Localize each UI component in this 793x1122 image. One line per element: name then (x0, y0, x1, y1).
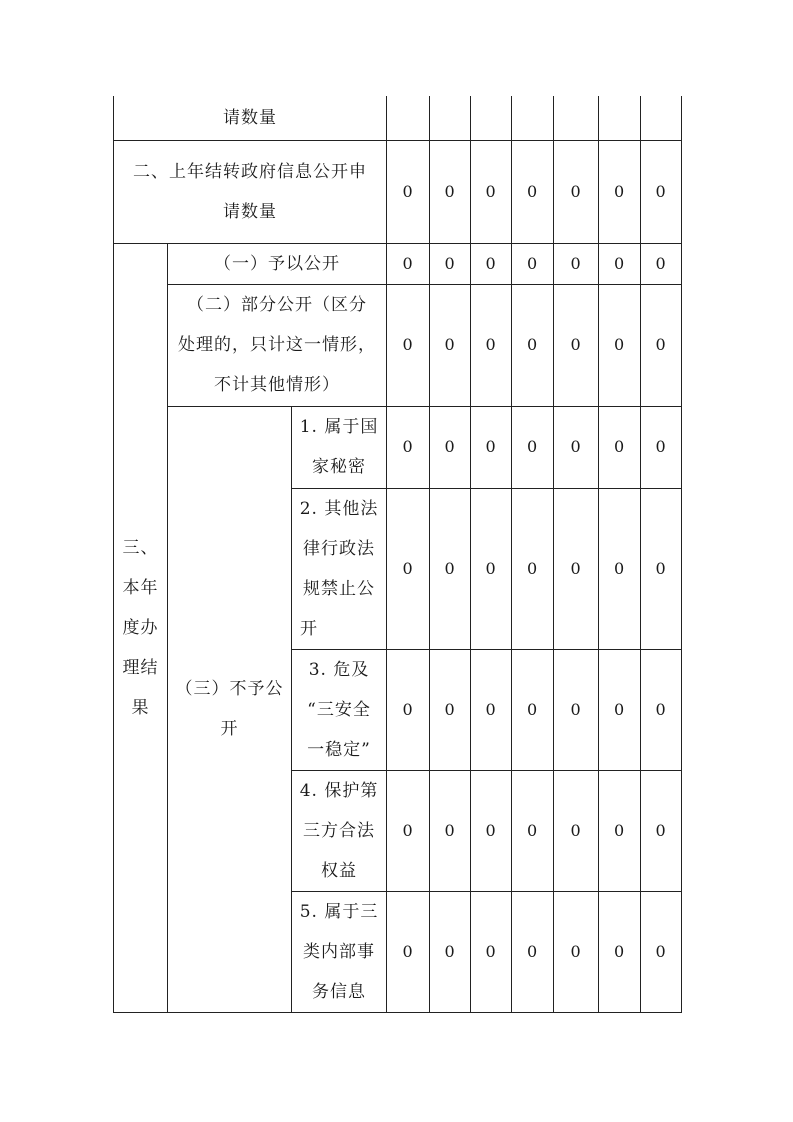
table-row-partial (114, 284, 682, 406)
empty-cell (599, 96, 641, 140)
value-cell: 0 (554, 488, 599, 649)
row-label (168, 284, 387, 406)
value-cell: 0 (387, 243, 430, 284)
value-cell: 0 (554, 243, 599, 284)
label-line: 果 (131, 697, 150, 718)
value-cell: 0 (471, 284, 512, 406)
value-cell: 0 (599, 406, 641, 488)
value-cell: 0 (599, 488, 641, 649)
label-line: 二、上年结转政府信息公开申 (133, 161, 368, 182)
not-open-label (168, 406, 292, 1012)
label-line: 开 (300, 618, 318, 639)
value-cell: 0 (430, 891, 471, 1012)
label-line: 家秘密 (312, 457, 367, 477)
label-line: 5. 属于三 (299, 901, 379, 922)
label-line: 本年 (122, 577, 159, 598)
value-cell: 0 (641, 140, 682, 243)
label-line: 1. 属于国 (299, 417, 379, 437)
value-cell: 0 (599, 649, 641, 770)
value-cell: 0 (430, 243, 471, 284)
sub-label (292, 891, 387, 1012)
label-line: 三、 (122, 537, 159, 558)
value-cell: 0 (599, 891, 641, 1012)
label-line: “三安全 (307, 699, 371, 720)
empty-cell (387, 96, 430, 140)
empty-cell (512, 96, 554, 140)
value-cell: 0 (512, 243, 554, 284)
label-line: 三方合法 (303, 820, 376, 841)
row-label (114, 96, 387, 140)
label-line: 理结 (122, 657, 159, 678)
value-cell: 0 (387, 891, 430, 1012)
sub-label (292, 406, 387, 488)
label-line: （二）部分公开（区分 (187, 295, 368, 315)
value-cell: 0 (599, 284, 641, 406)
label-line: 请数量 (223, 201, 278, 222)
value-cell: 0 (387, 406, 430, 488)
value-cell: 0 (512, 284, 554, 406)
row-label: （一）予以公开 (168, 243, 387, 284)
value-cell: 0 (387, 488, 430, 649)
value-cell: 0 (512, 406, 554, 488)
value-cell: 0 (641, 488, 682, 649)
value-cell: 0 (554, 891, 599, 1012)
label-line: （三）不予公 (175, 679, 284, 699)
value-cell: 0 (512, 891, 554, 1012)
value-cell: 0 (430, 284, 471, 406)
label-line: 处理的，只计这一情形， (178, 335, 377, 355)
table-row-open (114, 243, 682, 284)
empty-cell (471, 96, 512, 140)
value-cell: 0 (641, 243, 682, 284)
value-cell: 0 (471, 140, 512, 243)
value-cell: 0 (554, 770, 599, 891)
value-cell: 0 (554, 140, 599, 243)
value-cell: 0 (387, 649, 430, 770)
value-cell: 0 (430, 406, 471, 488)
statistics-table (113, 96, 682, 1013)
value-cell: 0 (641, 891, 682, 1012)
value-cell: 0 (430, 649, 471, 770)
value-cell: 0 (554, 406, 599, 488)
value-cell: 0 (471, 406, 512, 488)
table-row-not-open-1 (114, 406, 682, 488)
value-cell: 0 (387, 284, 430, 406)
value-cell: 0 (641, 406, 682, 488)
value-cell: 0 (641, 770, 682, 891)
value-cell: 0 (471, 770, 512, 891)
value-cell: 0 (641, 649, 682, 770)
label-line: 权益 (321, 860, 358, 881)
value-cell: 0 (471, 488, 512, 649)
label-line: 类内部事 (303, 941, 376, 962)
section3-label (114, 243, 168, 1012)
sub-label (292, 488, 387, 649)
row-label (114, 140, 387, 243)
label-line: 务信息 (312, 981, 367, 1002)
value-cell: 0 (471, 891, 512, 1012)
label-line: 一稳定” (307, 739, 371, 760)
value-cell: 0 (641, 284, 682, 406)
label-line: 度办 (122, 617, 159, 638)
value-cell: 0 (599, 243, 641, 284)
label-line: 律行政法 (303, 538, 376, 559)
value-cell: 0 (599, 770, 641, 891)
value-cell: 0 (430, 770, 471, 891)
value-cell: 0 (430, 140, 471, 243)
sub-label (292, 649, 387, 770)
value-cell: 0 (512, 770, 554, 891)
empty-cell (641, 96, 682, 140)
label-line: 不计其他情形） (214, 375, 341, 395)
value-cell: 0 (387, 140, 430, 243)
value-cell: 0 (471, 649, 512, 770)
table-row-carryover (114, 140, 682, 243)
value-cell: 0 (554, 649, 599, 770)
value-cell: 0 (512, 488, 554, 649)
label-line: 2. 其他法 (299, 498, 379, 519)
label-text: 请数量 (223, 107, 278, 128)
value-cell: 0 (512, 649, 554, 770)
value-cell: 0 (430, 488, 471, 649)
empty-cell (430, 96, 471, 140)
label-line: 开 (220, 719, 239, 739)
label-line: 3. 危及 (308, 659, 370, 680)
label-line: 4. 保护第 (299, 780, 379, 801)
value-cell: 0 (554, 284, 599, 406)
value-cell: 0 (512, 140, 554, 243)
table-row-top-partial (114, 96, 682, 140)
value-cell: 0 (599, 140, 641, 243)
value-cell: 0 (471, 243, 512, 284)
sub-label (292, 770, 387, 891)
value-cell: 0 (387, 770, 430, 891)
empty-cell (554, 96, 599, 140)
label-line: 规禁止公 (303, 578, 376, 599)
